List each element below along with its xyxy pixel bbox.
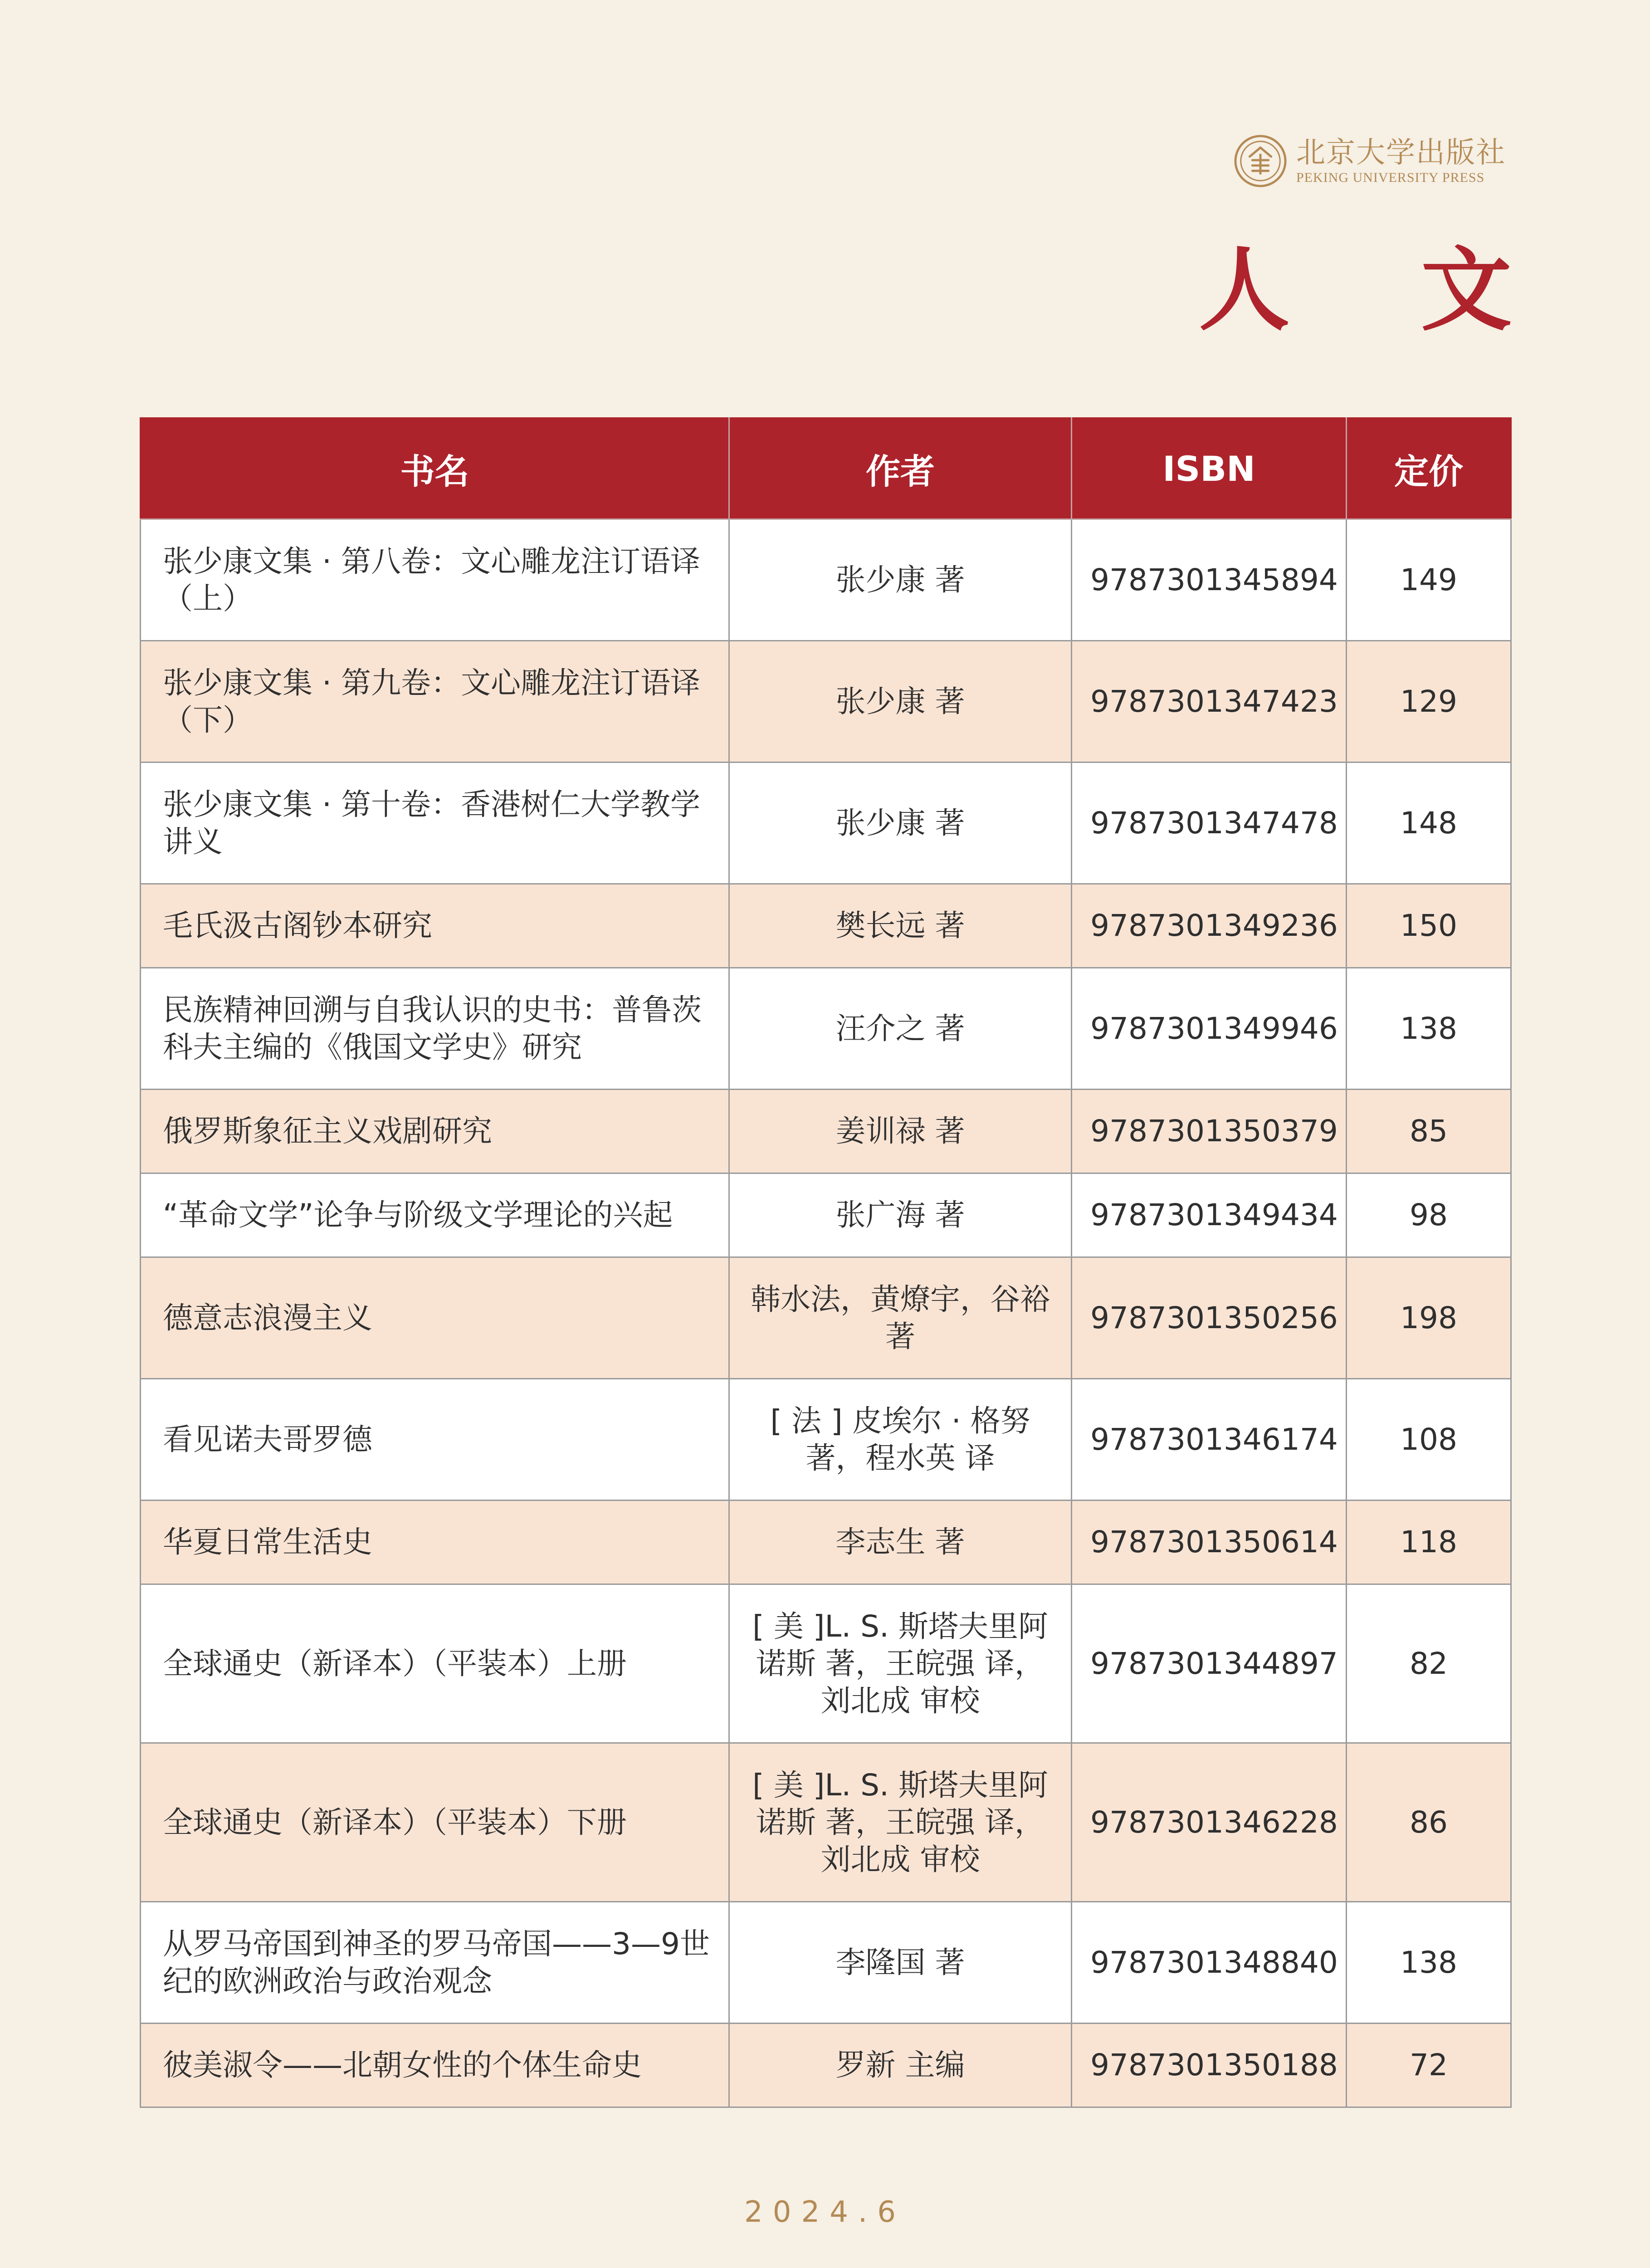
book-price: 129 [1347, 641, 1511, 763]
book-author: 张广海 著 [729, 1173, 1072, 1257]
book-title: 张少康文集 · 第九卷：文心雕龙注订语译（下） [141, 641, 729, 763]
book-author: 樊长远 著 [729, 884, 1072, 968]
table-row [141, 519, 1511, 641]
table-row [141, 1379, 1511, 1501]
table-row [141, 1257, 1511, 1379]
book-author: 李隆国 著 [729, 1902, 1072, 2024]
book-title: 德意志浪漫主义 [141, 1257, 729, 1379]
book-isbn: 9787301346228 [1072, 1743, 1347, 1902]
page-title: 人 文 [1199, 237, 1562, 343]
table-row [141, 1501, 1511, 1584]
book-author: [ 美 ]L. S. 斯塔夫里阿诺斯 著，王皖强 译，刘北成 审校 [729, 1584, 1072, 1743]
book-title: 华夏日常生活史 [141, 1501, 729, 1584]
book-isbn: 9787301349236 [1072, 884, 1347, 968]
book-author: 李志生 著 [729, 1501, 1072, 1584]
book-isbn: 9787301346174 [1072, 1379, 1347, 1501]
issue-date: 2024.6 [744, 2195, 906, 2229]
book-title: 看见诺夫哥罗德 [141, 1379, 729, 1501]
header-title: 书名 [141, 418, 729, 519]
book-author: [ 美 ]L. S. 斯塔夫里阿诺斯 著，王皖强 译，刘北成 审校 [729, 1743, 1072, 1902]
book-title: 彼美淑令——北朝女性的个体生命史 [141, 2024, 729, 2107]
header-price: 定价 [1347, 418, 1511, 519]
book-price: 118 [1347, 1501, 1511, 1584]
book-title: 民族精神回溯与自我认识的史书：普鲁茨科夫主编的《俄国文学史》研究 [141, 968, 729, 1090]
book-price: 138 [1347, 1902, 1511, 2024]
pku-seal-icon [1234, 134, 1287, 188]
book-price: 82 [1347, 1584, 1511, 1743]
publisher-name-cn: 北京大学出版社 [1296, 136, 1506, 170]
book-isbn: 9787301348840 [1072, 1902, 1347, 2024]
book-title: 全球通史（新译本）（平装本）上册 [141, 1584, 729, 1743]
book-author: 张少康 著 [729, 519, 1072, 641]
table-row [141, 763, 1511, 884]
book-title: 张少康文集 · 第十卷：香港树仁大学教学讲义 [141, 763, 729, 884]
table-row [141, 1090, 1511, 1173]
publisher-name-en: PEKING UNIVERSITY PRESS [1296, 170, 1485, 185]
table-row [141, 2024, 1511, 2107]
table-row [141, 1173, 1511, 1257]
book-isbn: 9787301345894 [1072, 519, 1347, 641]
book-author: [ 法 ] 皮埃尔 · 格努 著，程水英 译 [729, 1379, 1072, 1501]
book-author: 张少康 著 [729, 641, 1072, 763]
book-price: 85 [1347, 1090, 1511, 1173]
table-row [141, 641, 1511, 763]
book-title: “革命文学”论争与阶级文学理论的兴起 [141, 1173, 729, 1257]
table-header-row [141, 418, 1511, 519]
header-author: 作者 [729, 418, 1072, 519]
book-price: 149 [1347, 519, 1511, 641]
book-table [140, 417, 1512, 2108]
book-isbn: 9787301347423 [1072, 641, 1347, 763]
book-price: 150 [1347, 884, 1511, 968]
book-price: 86 [1347, 1743, 1511, 1902]
book-isbn: 9787301350614 [1072, 1501, 1347, 1584]
book-isbn: 9787301350379 [1072, 1090, 1347, 1173]
table-row [141, 884, 1511, 968]
book-author: 汪介之 著 [729, 968, 1072, 1090]
book-author: 姜训禄 著 [729, 1090, 1072, 1173]
book-isbn: 9787301350256 [1072, 1257, 1347, 1379]
table-row [141, 1584, 1511, 1743]
book-title: 毛氏汲古阁钞本研究 [141, 884, 729, 968]
book-price: 198 [1347, 1257, 1511, 1379]
book-title: 张少康文集 · 第八卷：文心雕龙注订语译（上） [141, 519, 729, 641]
book-author: 罗新 主编 [729, 2024, 1072, 2107]
book-price: 98 [1347, 1173, 1511, 1257]
table-row [141, 1902, 1511, 2024]
book-isbn: 9787301347478 [1072, 763, 1347, 884]
book-title: 全球通史（新译本）（平装本）下册 [141, 1743, 729, 1902]
table-row [141, 1743, 1511, 1902]
book-author: 韩水法，黄燎宇，谷裕 著 [729, 1257, 1072, 1379]
book-author: 张少康 著 [729, 763, 1072, 884]
book-isbn: 9787301350188 [1072, 2024, 1347, 2107]
book-price: 138 [1347, 968, 1511, 1090]
publisher-logo [1234, 132, 1515, 191]
book-isbn: 9787301349434 [1072, 1173, 1347, 1257]
table-row [141, 968, 1511, 1090]
header-isbn: ISBN [1072, 418, 1347, 519]
book-title: 俄罗斯象征主义戏剧研究 [141, 1090, 729, 1173]
book-price: 72 [1347, 2024, 1511, 2107]
book-title: 从罗马帝国到神圣的罗马帝国——3—9世纪的欧洲政治与政治观念 [141, 1902, 729, 2024]
book-price: 108 [1347, 1379, 1511, 1501]
book-isbn: 9787301344897 [1072, 1584, 1347, 1743]
book-isbn: 9787301349946 [1072, 968, 1347, 1090]
book-price: 148 [1347, 763, 1511, 884]
